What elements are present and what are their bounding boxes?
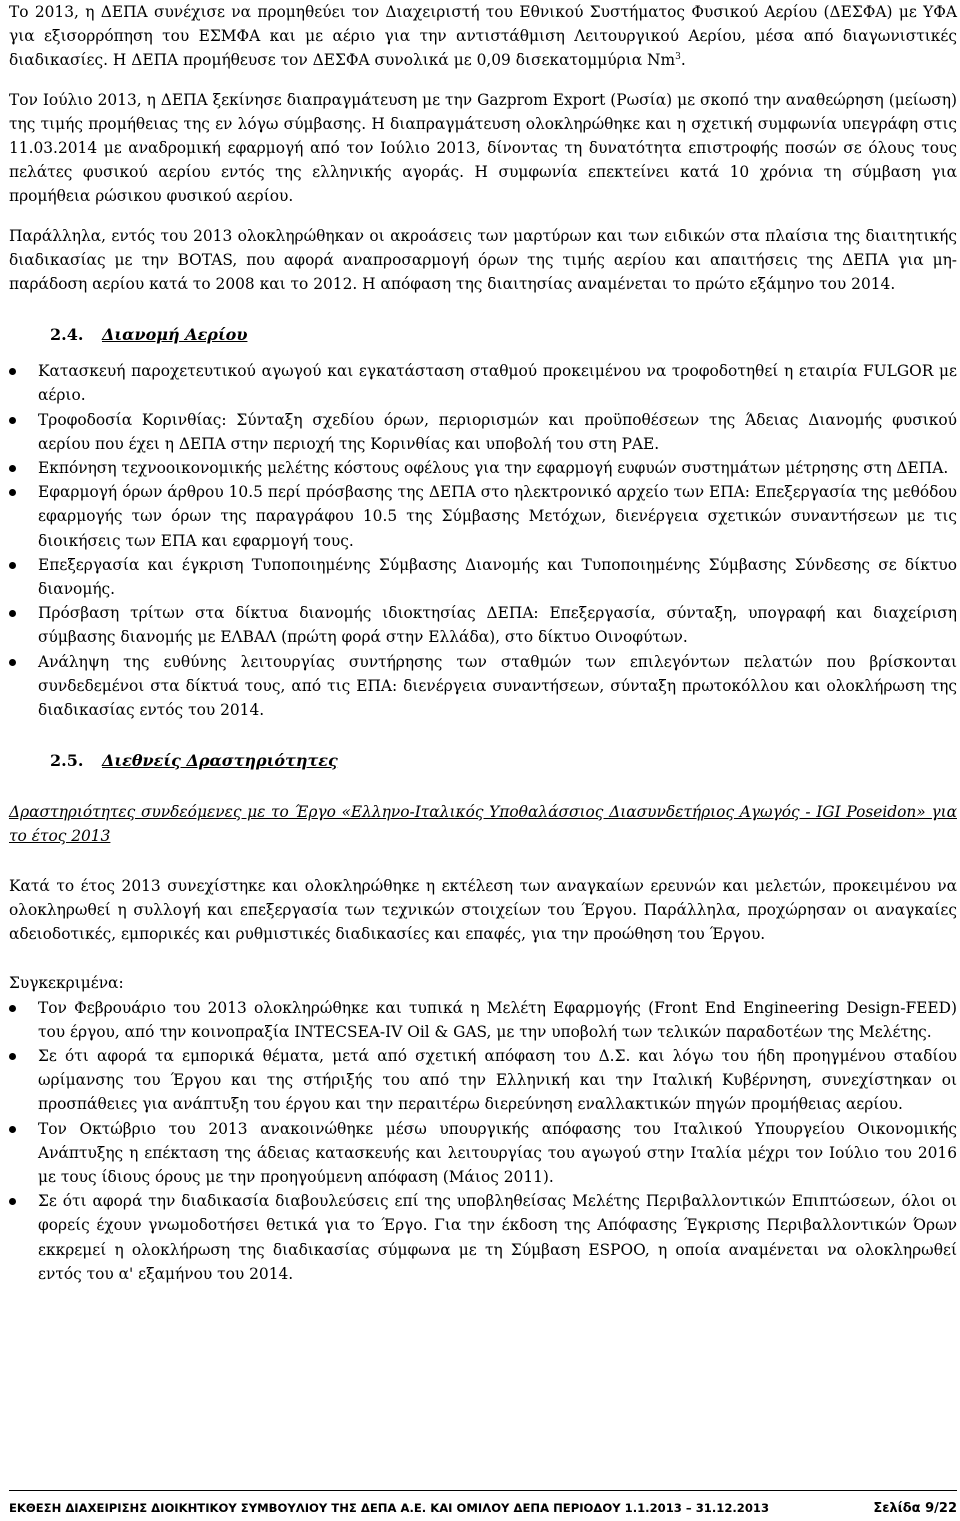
bullet-icon [9,562,16,569]
section-number: 2.4. [50,325,84,345]
bullet-icon [9,659,16,666]
international-list [9,996,957,1286]
footer-title: ΕΚΘΕΣΗ ΔΙΑΧΕΙΡΙΣΗΣ ΔΙΟΙΚΗΤΙΚΟΥ ΣΥΜΒΟΥΛΙΟΥ ΤΗΣ ΔΕΠΑ Α.Ε. ΚΑΙ ΟΜΙΛΟΥ ΔΕΠΑ ΠΕΡΙΟΔΟΥ 1.1.2013 – 31.12.2013 [9,1501,770,1515]
list-item: Κατασκευή παροχετευτικού αγωγού και εγκατάσταση σταθμού προκειμένου να τροφοδοτηθεί η εταιρία FULGOR με αέριο. [9,359,957,407]
bullet-icon [9,1198,16,1205]
distribution-list [9,359,957,722]
intro-paragraph-1: Το 2013, η ΔΕΠΑ συνέχισε να προμηθεύει τον Διαχειριστή του Εθνικού Συστήματος Φυσικού Αερίου (ΔΕΣΦΑ) με ΥΦΑ για εξισορρόπηση του ΕΣΜΦΑ και με αέριο για την αντιστάθμιση Λειτουργικού Αερίου, μέσα από διαγωνιστικές διαδικασίες. Η ΔΕΠΑ προμήθευσε τον ΔΕΣΦΑ συνολικά με 0,09 δισεκατομμύρια Nm$^3$. [9,3,957,70]
section-title: Διεθνείς Δραστηριότητες [102,751,338,771]
list-item: Εφαρμογή όρων άρθρου 10.5 περί πρόσβασης της ΔΕΠΑ στο ηλεκτρονικό αρχείο των ΕΠΑ: Επεξεργασία της μεθόδου εφαρμογής των όρων της παραγράφου 10.5 της Σύμβασης Μετόχων, διενέργεια σχετικών συναντήσεων με τις διοικήσεις των ΕΠΑ και εφαρμογή τους. [9,480,957,553]
list-item: Τροφοδοσία Κορινθίας: Σύνταξη σχεδίου όρων, περιορισμών και προϋποθέσεων της Άδειας Διανομής φυσικού αερίου που έχει η ΔΕΠΑ στην περιοχή της Κορινθίας και υποβολή του στη ΡΑΕ. [9,408,957,456]
section-heading-2-4 [50,323,957,347]
bullet-icon [9,417,16,424]
list-item: Τον Οκτώβριο του 2013 ανακοινώθηκε μέσω υπουργικής απόφασης του Ιταλικού Υπουργείου Οικονομικής Ανάπτυξης η επέκταση της άδειας κατασκευής και λειτουργίας του αγωγού στην Ιταλία μέχρι τον Ιούλιο του 2016 με τους ίδιους όρους με την προηγούμενη απόφαση (Μάιος 2011). [9,1117,957,1190]
list-item: Επεξεργασία και έγκριση Τυποποιημένης Σύμβασης Διανομής και Τυποποιημένης Σύμβασης Σύνδεσης σε δίκτυο διανομής. [9,553,957,601]
list-item: Ανάληψη της ευθύνης λειτουργίας συντήρησης των σταθμών των επιλεγόντων πελατών που βρίσκονται συνδεδεμένοι στα δίκτυά τους, από τις ΕΠΑ: διενέργεια συναντήσεων, σύνταξη πρωτοκόλλου και ολοκλήρωση της διαδικασίας εντός του 2014. [9,650,957,723]
page-footer [9,1490,957,1516]
list-item: Σε ότι αφορά τα εμπορικά θέματα, μετά από σχετική απόφαση του Δ.Σ. και λόγω του ήδη προηγμένου σταδίου ωρίμανσης του Έργου και της στήριξής του από την Ελληνική και την Ιταλική Κυβέρνηση, συνεχίστηκαν οι προσπάθειες για ανάπτυξη του έργου και την περαιτέρω διερεύνηση εναλλακτικών πηγών προμήθειας αερίου. [9,1044,957,1117]
list-item: Σε ότι αφορά την διαδικασία διαβουλεύσεις επί της υποβληθείσας Μελέτης Περιβαλλοντικών Επιπτώσεων, όλοι οι φορείς έχουν γνωμοδοτήσει θετικά για το Έργο. Για την έκδοση της Απόφασης Έγκρισης Περιβαλλοντικών Όρων εκκρεμεί η ολοκλήρωση της διαδικασίας σύμφωνα με τη Σύμβαση ESPOO, η οποία αναμένεται να ολοκληρωθεί εντός του α' εξαμήνου του 2014. [9,1189,957,1286]
intro-paragraph-3: Παράλληλα, εντός του 2013 ολοκληρώθηκαν οι ακροάσεις των μαρτύρων και των ειδικών στα πλαίσια της διαιτητικής διαδικασίας με την BOTAS, που αφορά αναπροσαρμογή όρων της τιμής αερίου και απαιτήσεις της ΔΕΠΑ για μη-παράδοση αερίου κατά το 2008 και το 2012. Η απόφαση της διαιτησίας αναμένεται το πρώτο εξάμηνο του 2014. [9,226,957,294]
section-title: Διανομή Αερίου [102,325,248,345]
bullet-icon [9,465,16,472]
list-item: Πρόσβαση τρίτων στα δίκτυα διανομής ιδιοκτησίας ΔΕΠΑ: Επεξεργασία, σύνταξη, υπογραφή και διαχείριση σύμβασης διανομής με ΕΛΒΑΛ (πρώτη φορά στην Ελλάδα), στο δίκτυο Οινοφύτων. [9,601,957,649]
specifically-label: Συγκεκριμένα: [9,974,124,993]
bullet-icon [9,610,16,617]
list-item: Τον Φεβρουάριο του 2013 ολοκληρώθηκε και τυπικά η Μελέτη Εφαρμογής (Front End Engineering Design-FEED) του έργου, από την κοινοπραξία INTECSEA-IV Oil & GAS, με την υποβολή των τελικών παραδοτέων της Μελέτης. [9,996,957,1044]
section-number: 2.5. [50,751,84,771]
list-item: Εκπόνηση τεχνοοικονομικής μελέτης κόστους οφέλους για την εφαρμογή ευφυών συστημάτων μέτρησης στη ΔΕΠΑ. [9,456,957,480]
bullet-icon [9,368,16,375]
bullet-icon [9,1053,16,1060]
bullet-icon [9,489,16,496]
page-number: Σελίδα 9/22 [873,1501,957,1516]
document-page [9,0,957,1286]
bullet-icon [9,1005,16,1012]
superscript: 3 [675,52,681,63]
bullet-icon [9,1126,16,1133]
intro-paragraph-2: Τον Ιούλιο 2013, η ΔΕΠΑ ξεκίνησε διαπραγμάτευση με την Gazprom Export (Ρωσία) με σκοπό την αναθεώρηση (μείωση) της τιμής προμήθειας της εν λόγω σύμβασης. Η διαπραγμάτευση ολοκληρώθηκε και η σχετική συμφωνία υπεγράφη στις 11.03.2014 με αναδρομική εφαρμογή από τον Ιούλιο 2013, δίνοντας τη δυνατότητα επιστροφής ποσών σε όλους τους πελάτες φυσικού αερίου εντός της ελληνικής αγοράς. Η συμφωνία επεκτείνει κατά 10 χρόνια τη σύμβαση για προμήθεια ρώσικου φυσικού αερίου. [9,90,957,206]
section-heading-2-5 [50,749,957,773]
section-2-5-paragraph: Κατά το έτος 2013 συνεχίστηκε και ολοκληρώθηκε η εκτέλεση των αναγκαίων ερευνών και μελετών, προκειμένου να ολοκληρωθεί η συλλογή και επεξεργασία των τεχνικών στοιχείων του Έργου. Παράλληλα, προχώρησαν οι αναγκαίες αδειοδοτικές, εμπορικές και ρυθμιστικές διαδικασίες και επαφές, για την προώθηση του Έργου. [9,876,957,944]
section-subheading: Δραστηριότητες συνδεόμενες με το Έργο «Ελληνο-Ιταλικός Υποθαλάσσιος Διασυνδετήριος Αγωγός - IGI Poseidon» για το έτος 2013 [9,803,957,846]
